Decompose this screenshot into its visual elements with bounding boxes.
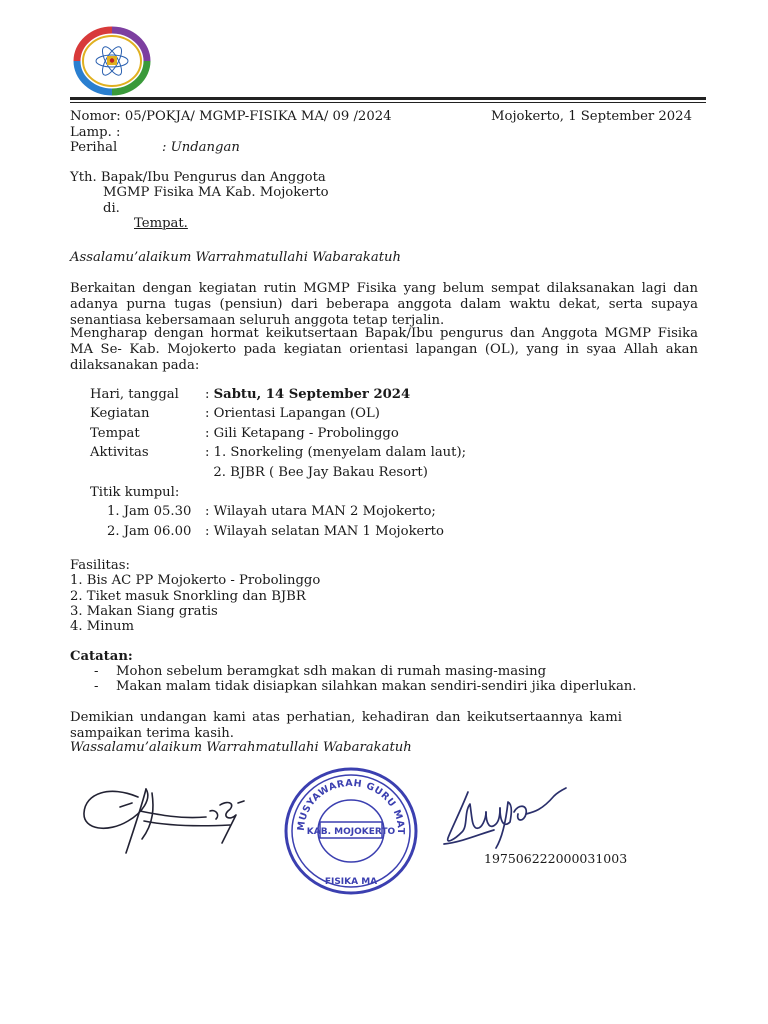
detail-label-aktivitas: Aktivitas: [90, 445, 149, 460]
body-p2-line: dilaksanakan pada:: [70, 358, 200, 373]
letterhead-rule-thin: [70, 102, 706, 103]
titik-kumpul-label: Titik kumpul:: [90, 485, 180, 500]
official-stamp: [276, 756, 420, 898]
catatan-bullet: -: [94, 664, 99, 679]
perihal-label: Perihal: [70, 140, 118, 155]
place-date: Mojokerto, 1 September 2024: [491, 109, 692, 124]
recipient-line-1: Yth. Bapak/Ibu Pengurus dan Anggota: [70, 170, 326, 185]
titik-kumpul-time-2: 2. Jam 06.00: [107, 524, 192, 539]
signature-secretary: [442, 782, 572, 852]
opening-greeting: Assalamu’alaikum Warrahmatullahi Wabarakatuh: [70, 250, 402, 265]
closing-line: sampaikan terima kasih.: [70, 726, 234, 741]
body-p2-line: MA Se- Kab. Mojokerto pada kegiatan orientasi lapangan (OL), yang in syaa Allah akan: [70, 342, 698, 357]
event-date: Sabtu, 14 September 2024: [213, 387, 411, 402]
catatan-bullet: -: [94, 679, 99, 694]
letterhead-rule-thick: [70, 97, 706, 100]
detail-label-date: Hari, tanggal: [90, 387, 179, 402]
fasilitas-item: 3. Makan Siang gratis: [70, 604, 218, 619]
closing-line: Demikian undangan kami atas perhatian, kehadiran dan keikutsertaannya kami: [70, 710, 622, 725]
body-p1-line: Berkaitan dengan kegiatan rutin MGMP Fisika yang belum sempat dilaksanakan lagi dan: [70, 281, 698, 296]
body-paragraph-2: [70, 326, 698, 374]
signatory-nip: 197506222000031003: [484, 851, 628, 866]
detail-value-aktivitas-2: 2. BJBR ( Bee Jay Bakau Resort): [205, 465, 428, 480]
recipient-line-3: di.: [103, 201, 120, 216]
letter-number: Nomor: 05/POKJA/ MGMP-FISIKA MA/ 09 /2024: [70, 109, 392, 124]
lamp-line: Lamp. :: [70, 125, 121, 140]
detail-label-place: Tempat: [90, 426, 140, 441]
mgmp-logo: [72, 28, 152, 94]
catatan-item: Makan malam tidak disiapkan silahkan makan sendiri-sendiri jika diperlukan.: [116, 679, 637, 694]
body-paragraph-1: [70, 281, 698, 329]
closing-paragraph: [70, 710, 622, 742]
stamp-bottom-text: FISIKA MA: [324, 877, 378, 887]
fasilitas-item: 4. Minum: [70, 619, 134, 634]
stamp-ring-text: MUSYAWARAH GURU MATA PELAJARAN (MGMP): [276, 756, 407, 835]
perihal-value: : Undangan: [162, 140, 240, 155]
signature-chairman: [80, 775, 265, 860]
detail-colon: :: [205, 387, 214, 402]
fasilitas-label: Fasilitas:: [70, 558, 130, 573]
body-p1-line: adanya purna tugas (pensiun) dari beberapa anggota dalam waktu dekat, serta supaya: [70, 297, 698, 312]
recipient-line-2: MGMP Fisika MA Kab. Mojokerto: [103, 185, 329, 200]
titik-kumpul-time-1: 1. Jam 05.30: [107, 504, 192, 519]
stamp-center-text: KAB. MOJOKERTO: [306, 827, 396, 837]
fasilitas-item: 1. Bis AC PP Mojokerto - Probolinggo: [70, 573, 321, 588]
titik-kumpul-place-1: : Wilayah utara MAN 2 Mojokerto;: [205, 504, 436, 519]
fasilitas-item: 2. Tiket masuk Snorkling dan BJBR: [70, 589, 306, 604]
detail-value-activity: : Orientasi Lapangan (OL): [205, 406, 380, 421]
titik-kumpul-place-2: : Wilayah selatan MAN 1 Mojokerto: [205, 524, 444, 539]
detail-value-date: [205, 387, 410, 403]
body-p2-line: Mengharap dengan hormat keikutsertaan Bapak/Ibu pengurus dan Anggota MGMP Fisika: [70, 326, 698, 341]
body-p1-line: senantiasa kebersamaan seluruh anggota tetap terjalin.: [70, 313, 445, 328]
detail-value-aktivitas-1: : 1. Snorkeling (menyelam dalam laut);: [205, 445, 467, 460]
recipient-line-4: Tempat.: [134, 216, 188, 231]
catatan-label: Catatan:: [70, 649, 133, 664]
catatan-item: Mohon sebelum beramgkat sdh makan di rumah masing-masing: [116, 664, 547, 679]
detail-label-activity: Kegiatan: [90, 406, 150, 421]
closing-salam: Wassalamu’alaikum Warrahmatullahi Wabarakatuh: [70, 740, 412, 755]
detail-value-place: : Gili Ketapang - Probolinggo: [205, 426, 399, 441]
